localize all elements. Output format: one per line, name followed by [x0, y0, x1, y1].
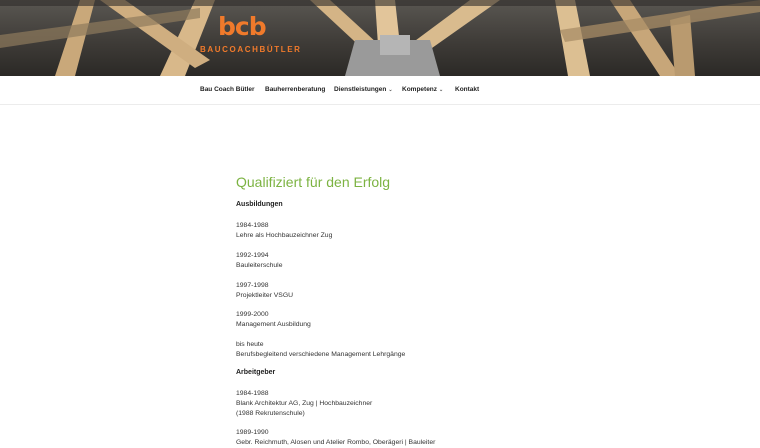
nav-item-bau-coach-buetler[interactable]	[200, 86, 255, 93]
nav-item-label: Bauherrenberatung	[265, 86, 326, 93]
nav-item-label: Kompetenz	[402, 86, 438, 93]
education-text: Management Ausbildung	[236, 321, 311, 328]
logo-wordmark: BAUCOACHBÜTLER	[200, 45, 302, 54]
education-text: Bauleiterschule	[236, 262, 283, 269]
section-heading-education: Ausbildungen	[236, 201, 283, 208]
nav-item-label: Kontakt	[455, 86, 480, 93]
education-period: 1992-1994	[236, 252, 269, 259]
section-heading-employers: Arbeitgeber	[236, 369, 276, 376]
nav-item-bauherrenberatung[interactable]	[265, 86, 325, 93]
nav-item-kontakt[interactable]	[455, 86, 479, 93]
education-period: 1999-2000	[236, 311, 269, 318]
education-period: bis heute	[236, 341, 264, 348]
nav-item-dienstleistungen[interactable]	[334, 86, 393, 93]
site-logo[interactable]	[198, 12, 308, 58]
logo-mark: bcb	[218, 12, 266, 41]
employer-text: Gebr. Reichmuth, Alosen und Atelier Rombo, Oberägeri | Bauleiter	[236, 439, 436, 446]
nav-item-kompetenz[interactable]	[402, 86, 443, 93]
education-text: Lehre als Hochbauzeichner Zug	[236, 232, 333, 239]
education-text: Projektleiter VSGU	[236, 292, 294, 299]
employer-text: Blank Architektur AG, Zug | Hochbauzeichner	[236, 400, 373, 407]
roof-beams-image	[0, 0, 760, 76]
header-banner	[0, 0, 760, 76]
education-period: 1997-1998	[236, 282, 269, 289]
employer-note: (1988 Rekrutenschule)	[236, 410, 305, 417]
education-period: 1984-1988	[236, 222, 269, 229]
education-text: Berufsbegleitend verschiedene Management Lehrgänge	[236, 351, 406, 358]
main-navigation	[0, 76, 760, 105]
nav-item-label: Dienstleistungen	[334, 86, 387, 93]
chevron-down-icon: ⌄	[439, 87, 444, 93]
chevron-down-icon: ⌄	[388, 87, 393, 93]
employer-period: 1984-1988	[236, 390, 269, 397]
page-title: Qualifiziert für den Erfolg	[236, 174, 391, 190]
employer-period: 1989-1990	[236, 429, 269, 436]
nav-item-label: Bau Coach Bütler	[200, 86, 255, 93]
